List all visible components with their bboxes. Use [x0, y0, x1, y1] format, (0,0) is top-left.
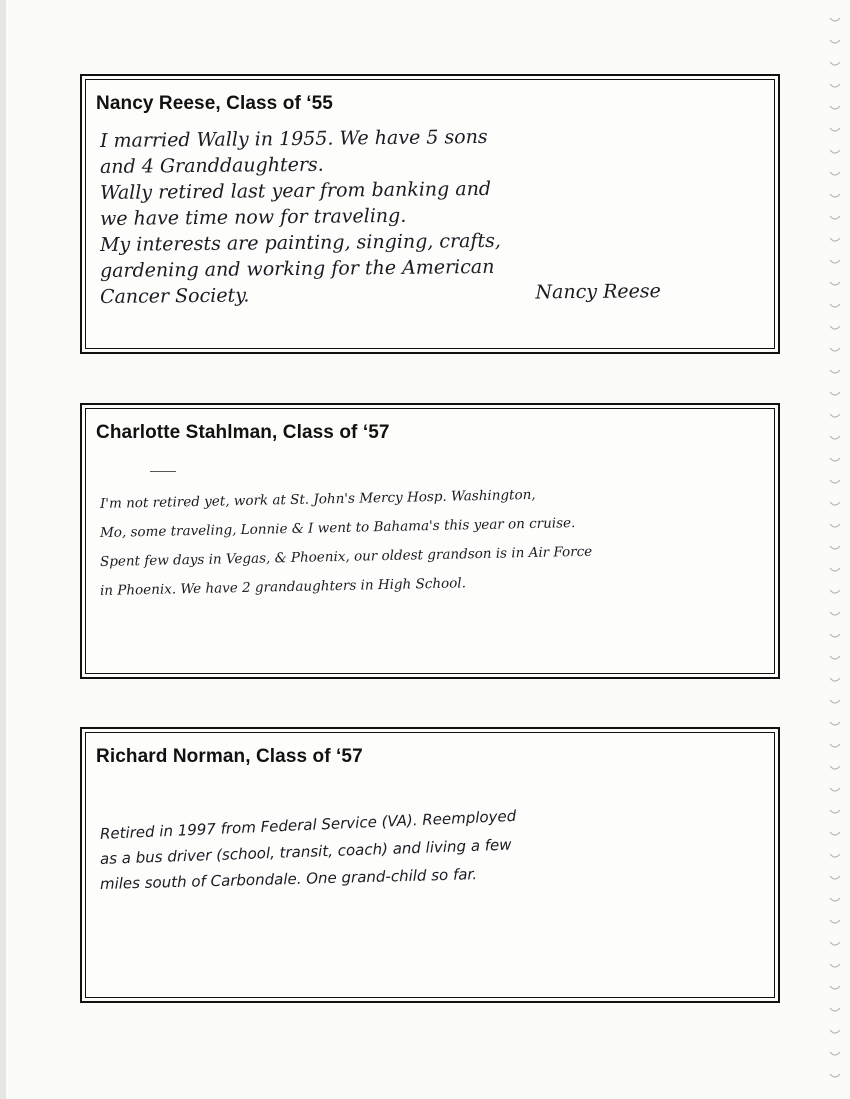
binding-hole-mark [830, 392, 840, 395]
note-line: we have time now for traveling. [99, 204, 407, 230]
binding-hole-mark [830, 810, 840, 813]
signature: Nancy Reese [535, 280, 661, 304]
pen-mark [150, 471, 176, 472]
binding-hole-mark [830, 84, 840, 87]
binding-hole-mark [830, 722, 840, 725]
binding-hole-mark [830, 150, 840, 153]
binding-hole-mark [830, 766, 840, 769]
binding-hole-mark [830, 1074, 840, 1077]
binding-hole-mark [830, 128, 840, 131]
binding-hole-mark [830, 436, 840, 439]
binding-hole-mark [830, 568, 840, 571]
binding-hole-mark [830, 502, 840, 505]
binding-hole-mark [830, 898, 840, 901]
note-line: gardening and working for the American [99, 255, 495, 282]
binding-hole-mark [830, 678, 840, 681]
binding-hole-mark [830, 326, 840, 329]
binding-hole-mark [830, 656, 840, 659]
note-line: Mo, some traveling, Lonnie & I went to Bahama's this year on cruise. [99, 515, 576, 541]
binding-hole-mark [830, 634, 840, 637]
binding-hole-mark [830, 1030, 840, 1033]
entry-title: Charlotte Stahlman, Class of ‘57 [96, 422, 390, 443]
binding-hole-mark [830, 942, 840, 945]
handwritten-note [99, 486, 760, 606]
entry-title: Richard Norman, Class of ‘57 [96, 746, 363, 767]
binding-hole-mark [830, 370, 840, 373]
binding-hole-mark [830, 304, 840, 307]
spiral-binding-marks [828, 6, 842, 1096]
binding-hole-mark [830, 788, 840, 791]
binding-hole-mark [830, 524, 840, 527]
binding-hole-mark [830, 480, 840, 483]
binding-hole-mark [830, 832, 840, 835]
note-line: Spent few days in Vegas, & Phoenix, our oldest grandson is in Air Force [99, 543, 593, 570]
binding-hole-mark [830, 854, 840, 857]
binding-hole-mark [830, 1052, 840, 1055]
binding-hole-mark [830, 194, 840, 197]
handwritten-note [99, 125, 760, 310]
page-edge [0, 0, 6, 1099]
binding-hole-mark [830, 172, 840, 175]
binding-hole-mark [830, 876, 840, 879]
note-line: I married Wally in 1955. We have 5 sons [99, 125, 488, 152]
binding-hole-mark [830, 238, 840, 241]
note-line: Retired in 1997 from Federal Service (VA). Reemployed [99, 806, 517, 843]
binding-hole-mark [830, 590, 840, 593]
binding-hole-mark [830, 216, 840, 219]
entry-card-nancy-reese [80, 74, 780, 354]
note-line-last [100, 277, 760, 310]
note-line: as a bus driver (school, transit, coach) and living a few [99, 835, 512, 868]
note-line: miles south of Carbondale. One grand-child so far. [99, 865, 478, 893]
note-line: Cancer Society. [99, 284, 250, 308]
binding-hole-mark [830, 106, 840, 109]
binding-hole-mark [830, 1008, 840, 1011]
binding-hole-mark [830, 986, 840, 989]
note-line: My interests are painting, singing, crafts, [99, 229, 501, 256]
binding-hole-mark [830, 700, 840, 703]
handwritten-note [99, 806, 760, 897]
entry-card-richard-norman [80, 727, 780, 1003]
binding-hole-mark [830, 18, 840, 21]
binding-hole-mark [830, 546, 840, 549]
binding-hole-mark [830, 260, 840, 263]
note-line: Wally retired last year from banking and [99, 177, 492, 204]
binding-hole-mark [830, 414, 840, 417]
binding-hole-mark [830, 348, 840, 351]
note-line: and 4 Granddaughters. [99, 153, 324, 178]
binding-hole-mark [830, 62, 840, 65]
binding-hole-mark [830, 40, 840, 43]
binding-hole-mark [830, 282, 840, 285]
binding-hole-mark [830, 612, 840, 615]
binding-hole-mark [830, 744, 840, 747]
entry-card-charlotte-stahlman [80, 403, 780, 679]
binding-hole-mark [830, 964, 840, 967]
note-line: in Phoenix. We have 2 grandaughters in High School. [99, 575, 467, 599]
binding-hole-mark [830, 458, 840, 461]
note-line: I'm not retired yet, work at St. John's Mercy Hosp. Washington, [99, 486, 536, 512]
entry-title: Nancy Reese, Class of ‘55 [96, 93, 333, 114]
binding-hole-mark [830, 920, 840, 923]
